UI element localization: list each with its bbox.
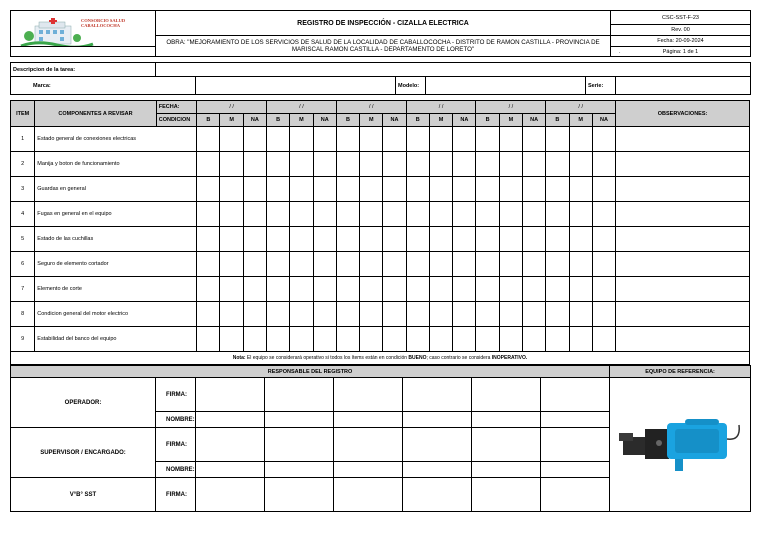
condition-na-header: NA bbox=[592, 114, 615, 127]
condition-checkbox[interactable] bbox=[476, 152, 499, 177]
condition-checkbox[interactable] bbox=[429, 152, 452, 177]
item-number: 5 bbox=[11, 227, 35, 252]
condition-checkbox[interactable] bbox=[523, 127, 546, 152]
condition-checkbox[interactable] bbox=[220, 152, 243, 177]
observation-field[interactable] bbox=[616, 227, 750, 252]
nombre-field[interactable] bbox=[403, 412, 472, 428]
condition-checkbox[interactable] bbox=[360, 177, 383, 202]
inspection-sheet bbox=[10, 10, 750, 512]
condition-checkbox[interactable] bbox=[290, 302, 313, 327]
condition-checkbox[interactable] bbox=[220, 302, 243, 327]
note-inoperativo: INOPERATIVO. bbox=[491, 355, 528, 361]
condition-checkbox[interactable] bbox=[220, 202, 243, 227]
observation-field[interactable] bbox=[616, 202, 750, 227]
condition-checkbox[interactable] bbox=[313, 202, 336, 227]
item-label: Estabilidad del banco del equipo bbox=[35, 327, 197, 352]
condition-checkbox[interactable] bbox=[313, 252, 336, 277]
condition-b-header: B bbox=[546, 114, 569, 127]
condition-checkbox[interactable] bbox=[476, 202, 499, 227]
nombre-label: NOMBRE: bbox=[156, 412, 196, 428]
condition-checkbox[interactable] bbox=[336, 177, 359, 202]
condition-checkbox[interactable] bbox=[336, 127, 359, 152]
condition-checkbox[interactable] bbox=[476, 127, 499, 152]
item-number: 6 bbox=[11, 252, 35, 277]
condition-checkbox[interactable] bbox=[243, 202, 266, 227]
firma-field[interactable] bbox=[265, 428, 334, 462]
condition-checkbox[interactable] bbox=[290, 127, 313, 152]
condition-checkbox[interactable] bbox=[476, 327, 499, 352]
condition-checkbox[interactable] bbox=[406, 252, 429, 277]
condition-checkbox[interactable] bbox=[360, 277, 383, 302]
condition-checkbox[interactable] bbox=[592, 152, 615, 177]
firma-field[interactable] bbox=[334, 478, 403, 512]
page-dot: . bbox=[619, 48, 621, 55]
role-operador: OPERADOR: bbox=[11, 378, 156, 428]
col-condicion-header: CONDICION bbox=[156, 114, 196, 127]
condition-checkbox[interactable] bbox=[453, 152, 476, 177]
condition-checkbox[interactable] bbox=[546, 202, 569, 227]
role-supervisor: SUPERVISOR / ENCARGADO: bbox=[11, 428, 156, 478]
condition-checkbox[interactable] bbox=[546, 327, 569, 352]
condition-checkbox[interactable] bbox=[523, 277, 546, 302]
condition-checkbox[interactable] bbox=[313, 302, 336, 327]
firma-field[interactable] bbox=[403, 428, 472, 462]
firma-field[interactable] bbox=[472, 428, 541, 462]
firma-field[interactable] bbox=[265, 478, 334, 512]
electric-shear-icon bbox=[615, 409, 745, 479]
condition-checkbox[interactable] bbox=[360, 152, 383, 177]
condition-checkbox[interactable] bbox=[523, 202, 546, 227]
condition-checkbox[interactable] bbox=[499, 327, 522, 352]
equipo-ref-header: EQUIPO DE REFERENCIA: bbox=[610, 366, 751, 378]
item-label: Elemento de corte bbox=[35, 277, 197, 302]
firma-field[interactable] bbox=[334, 428, 403, 462]
table-row bbox=[11, 127, 750, 152]
condition-checkbox[interactable] bbox=[290, 152, 313, 177]
condition-checkbox[interactable] bbox=[267, 302, 290, 327]
modelo-field[interactable] bbox=[426, 77, 586, 95]
condition-checkbox[interactable] bbox=[243, 127, 266, 152]
condition-checkbox[interactable] bbox=[360, 227, 383, 252]
nombre-field[interactable] bbox=[196, 412, 265, 428]
observation-field[interactable] bbox=[616, 252, 750, 277]
nombre-field[interactable] bbox=[334, 412, 403, 428]
task-info-table bbox=[10, 62, 751, 95]
condition-checkbox[interactable] bbox=[336, 277, 359, 302]
form-page bbox=[611, 47, 751, 57]
condition-checkbox[interactable] bbox=[267, 327, 290, 352]
condition-checkbox[interactable] bbox=[267, 152, 290, 177]
form-title: REGISTRO DE INSPECCIÓN - CIZALLA ELECTRICA bbox=[156, 11, 611, 36]
firma-field[interactable] bbox=[472, 478, 541, 512]
condition-checkbox[interactable] bbox=[313, 327, 336, 352]
condition-checkbox[interactable] bbox=[406, 152, 429, 177]
condition-checkbox[interactable] bbox=[243, 277, 266, 302]
date-slot-4[interactable]: / / bbox=[406, 101, 476, 114]
table-row bbox=[11, 302, 750, 327]
condition-checkbox[interactable] bbox=[290, 277, 313, 302]
form-code: CSC-SST-F-23 bbox=[611, 11, 751, 25]
condition-b-header: B bbox=[336, 114, 359, 127]
condition-checkbox[interactable] bbox=[290, 327, 313, 352]
condition-checkbox[interactable] bbox=[406, 177, 429, 202]
table-row bbox=[11, 327, 750, 352]
condition-checkbox[interactable] bbox=[267, 227, 290, 252]
condition-checkbox[interactable] bbox=[453, 302, 476, 327]
condition-checkbox[interactable] bbox=[476, 227, 499, 252]
nombre-field[interactable] bbox=[265, 462, 334, 478]
condition-checkbox[interactable] bbox=[523, 177, 546, 202]
item-number: 1 bbox=[11, 127, 35, 152]
item-label: Fugas en general en el equipo bbox=[35, 202, 197, 227]
signature-table bbox=[10, 365, 751, 512]
firma-field[interactable] bbox=[196, 428, 265, 462]
condition-checkbox[interactable] bbox=[429, 277, 452, 302]
condition-checkbox[interactable] bbox=[383, 202, 406, 227]
item-number: 2 bbox=[11, 152, 35, 177]
firma-field[interactable] bbox=[472, 378, 541, 412]
note-row bbox=[11, 352, 750, 365]
condition-na-header: NA bbox=[243, 114, 266, 127]
condition-checkbox[interactable] bbox=[290, 177, 313, 202]
modelo-label: Modelo: bbox=[396, 77, 426, 95]
condition-checkbox[interactable] bbox=[336, 327, 359, 352]
date-slot-5[interactable]: / / bbox=[476, 101, 546, 114]
condition-checkbox[interactable] bbox=[453, 127, 476, 152]
condition-checkbox[interactable] bbox=[476, 252, 499, 277]
condition-checkbox[interactable] bbox=[546, 227, 569, 252]
condition-checkbox[interactable] bbox=[360, 127, 383, 152]
condition-checkbox[interactable] bbox=[592, 202, 615, 227]
condition-checkbox[interactable] bbox=[499, 302, 522, 327]
item-label: Estado de las cuchillas bbox=[35, 227, 197, 252]
condition-checkbox[interactable] bbox=[243, 177, 266, 202]
condition-checkbox[interactable] bbox=[523, 302, 546, 327]
condition-checkbox[interactable] bbox=[592, 302, 615, 327]
condition-checkbox[interactable] bbox=[429, 177, 452, 202]
role-vb: V°B° SST bbox=[11, 478, 156, 512]
condition-m-header: M bbox=[290, 114, 313, 127]
condition-checkbox[interactable] bbox=[336, 152, 359, 177]
date-slot-6[interactable]: / / bbox=[546, 101, 616, 114]
condition-checkbox[interactable] bbox=[569, 177, 592, 202]
condition-checkbox[interactable] bbox=[523, 227, 546, 252]
condition-checkbox[interactable] bbox=[569, 202, 592, 227]
nombre-field[interactable] bbox=[541, 412, 610, 428]
condition-checkbox[interactable] bbox=[523, 252, 546, 277]
condition-checkbox[interactable] bbox=[569, 227, 592, 252]
condition-checkbox[interactable] bbox=[499, 152, 522, 177]
desc-label: Descripcion de la tarea: bbox=[11, 63, 156, 77]
condition-na-header: NA bbox=[453, 114, 476, 127]
note-bueno: BUENO bbox=[408, 355, 427, 361]
condition-checkbox[interactable] bbox=[220, 327, 243, 352]
condition-checkbox[interactable] bbox=[290, 227, 313, 252]
condition-na-header: NA bbox=[313, 114, 336, 127]
condition-checkbox[interactable] bbox=[243, 152, 266, 177]
condition-checkbox[interactable] bbox=[336, 252, 359, 277]
condition-checkbox[interactable] bbox=[360, 302, 383, 327]
note-prefix: Nota: bbox=[232, 355, 246, 361]
condition-m-header: M bbox=[220, 114, 243, 127]
col-observaciones-header: OBSERVACIONES: bbox=[616, 101, 750, 127]
condition-checkbox[interactable] bbox=[220, 277, 243, 302]
condition-checkbox[interactable] bbox=[546, 152, 569, 177]
condition-checkbox[interactable] bbox=[592, 227, 615, 252]
condition-checkbox[interactable] bbox=[429, 302, 452, 327]
nombre-field[interactable] bbox=[472, 412, 541, 428]
condition-checkbox[interactable] bbox=[429, 127, 452, 152]
nombre-field[interactable] bbox=[334, 462, 403, 478]
company-logo bbox=[11, 11, 156, 47]
condition-checkbox[interactable] bbox=[453, 252, 476, 277]
condition-checkbox[interactable] bbox=[499, 277, 522, 302]
item-label: Manija y boton de funcionamiento bbox=[35, 152, 197, 177]
condition-checkbox[interactable] bbox=[453, 202, 476, 227]
condition-checkbox[interactable] bbox=[406, 227, 429, 252]
condition-checkbox[interactable] bbox=[476, 302, 499, 327]
item-label: Guardas en general bbox=[35, 177, 197, 202]
col-componentes-header: COMPONENTES A REVISAR bbox=[35, 101, 156, 127]
form-revision: Rev. 00 bbox=[611, 25, 751, 36]
condition-checkbox[interactable] bbox=[197, 302, 220, 327]
condition-checkbox[interactable] bbox=[313, 177, 336, 202]
condition-checkbox[interactable] bbox=[336, 227, 359, 252]
equipment-image bbox=[610, 378, 751, 512]
item-number: 8 bbox=[11, 302, 35, 327]
firma-field[interactable] bbox=[541, 378, 610, 412]
condition-checkbox[interactable] bbox=[220, 227, 243, 252]
condition-checkbox[interactable] bbox=[313, 152, 336, 177]
condition-checkbox[interactable] bbox=[523, 327, 546, 352]
condition-b-header: B bbox=[476, 114, 499, 127]
marca-label: Marca: bbox=[11, 77, 196, 95]
condition-checkbox[interactable] bbox=[406, 277, 429, 302]
form-date: Fecha: 20-09-2024 bbox=[611, 36, 751, 47]
condition-checkbox[interactable] bbox=[197, 202, 220, 227]
condition-checkbox[interactable] bbox=[592, 277, 615, 302]
condition-checkbox[interactable] bbox=[546, 177, 569, 202]
condition-checkbox[interactable] bbox=[429, 252, 452, 277]
item-label: Condicion general del motor electrico bbox=[35, 302, 197, 327]
table-row bbox=[11, 277, 750, 302]
observation-field[interactable] bbox=[616, 152, 750, 177]
condition-checkbox[interactable] bbox=[569, 152, 592, 177]
condition-checkbox[interactable] bbox=[197, 277, 220, 302]
condition-checkbox[interactable] bbox=[197, 227, 220, 252]
observation-field[interactable] bbox=[616, 177, 750, 202]
firma-field[interactable] bbox=[196, 378, 265, 412]
condition-checkbox[interactable] bbox=[406, 302, 429, 327]
condition-m-header: M bbox=[360, 114, 383, 127]
firma-label: FIRMA: bbox=[156, 428, 196, 462]
condition-checkbox[interactable] bbox=[546, 252, 569, 277]
condition-checkbox[interactable] bbox=[243, 302, 266, 327]
condition-checkbox[interactable] bbox=[290, 252, 313, 277]
condition-checkbox[interactable] bbox=[569, 327, 592, 352]
condition-checkbox[interactable] bbox=[383, 152, 406, 177]
condition-checkbox[interactable] bbox=[499, 227, 522, 252]
condition-checkbox[interactable] bbox=[383, 252, 406, 277]
condition-checkbox[interactable] bbox=[499, 177, 522, 202]
firma-field[interactable] bbox=[541, 478, 610, 512]
nombre-field[interactable] bbox=[265, 412, 334, 428]
marca-field[interactable] bbox=[196, 77, 396, 95]
condition-checkbox[interactable] bbox=[569, 302, 592, 327]
observation-field[interactable] bbox=[616, 127, 750, 152]
condition-checkbox[interactable] bbox=[383, 277, 406, 302]
nombre-field[interactable] bbox=[196, 462, 265, 478]
header-table bbox=[10, 10, 751, 57]
note-text-1: El equipo se considerará operativo si todos los ítems están en condición bbox=[245, 355, 409, 361]
condition-checkbox[interactable] bbox=[476, 177, 499, 202]
condition-na-header: NA bbox=[383, 114, 406, 127]
item-label: Seguro de elemento cortador bbox=[35, 252, 197, 277]
table-row bbox=[11, 177, 750, 202]
condition-checkbox[interactable] bbox=[499, 252, 522, 277]
col-item-header: ITEM bbox=[11, 101, 35, 127]
condition-b-header: B bbox=[197, 114, 220, 127]
condition-b-header: B bbox=[267, 114, 290, 127]
item-number: 3 bbox=[11, 177, 35, 202]
condition-checkbox[interactable] bbox=[383, 177, 406, 202]
condition-checkbox[interactable] bbox=[243, 252, 266, 277]
condition-checkbox[interactable] bbox=[383, 127, 406, 152]
condition-checkbox[interactable] bbox=[499, 127, 522, 152]
table-row bbox=[11, 252, 750, 277]
condition-checkbox[interactable] bbox=[267, 252, 290, 277]
condition-checkbox[interactable] bbox=[429, 227, 452, 252]
condition-checkbox[interactable] bbox=[406, 327, 429, 352]
condition-na-header: NA bbox=[523, 114, 546, 127]
condition-checkbox[interactable] bbox=[383, 227, 406, 252]
observation-field[interactable] bbox=[616, 327, 750, 352]
item-number: 4 bbox=[11, 202, 35, 227]
condition-checkbox[interactable] bbox=[313, 227, 336, 252]
condition-checkbox[interactable] bbox=[197, 127, 220, 152]
condition-checkbox[interactable] bbox=[360, 252, 383, 277]
condition-checkbox[interactable] bbox=[336, 202, 359, 227]
note-text-2: ; caso contrario se considera bbox=[426, 355, 492, 361]
condition-b-header: B bbox=[406, 114, 429, 127]
nombre-field[interactable] bbox=[541, 462, 610, 478]
condition-checkbox[interactable] bbox=[453, 277, 476, 302]
condition-checkbox[interactable] bbox=[243, 227, 266, 252]
responsable-header: RESPONSABLE DEL REGISTRO bbox=[11, 366, 610, 378]
condition-m-header: M bbox=[569, 114, 592, 127]
condition-checkbox[interactable] bbox=[383, 327, 406, 352]
condition-checkbox[interactable] bbox=[197, 177, 220, 202]
condition-checkbox[interactable] bbox=[220, 252, 243, 277]
condition-checkbox[interactable] bbox=[360, 202, 383, 227]
condition-checkbox[interactable] bbox=[453, 177, 476, 202]
nombre-field[interactable] bbox=[403, 462, 472, 478]
page-label: Página: 1 de 1 bbox=[662, 48, 699, 55]
condition-checkbox[interactable] bbox=[267, 202, 290, 227]
condition-checkbox[interactable] bbox=[592, 252, 615, 277]
firma-field[interactable] bbox=[265, 378, 334, 412]
condition-checkbox[interactable] bbox=[197, 152, 220, 177]
table-row bbox=[11, 227, 750, 252]
condition-checkbox[interactable] bbox=[569, 252, 592, 277]
condition-checkbox[interactable] bbox=[243, 327, 266, 352]
date-slot-1[interactable]: / / bbox=[197, 101, 267, 114]
condition-checkbox[interactable] bbox=[429, 202, 452, 227]
condition-checkbox[interactable] bbox=[383, 302, 406, 327]
condition-checkbox[interactable] bbox=[592, 127, 615, 152]
condition-checkbox[interactable] bbox=[267, 277, 290, 302]
firma-label: FIRMA: bbox=[156, 378, 196, 412]
date-slot-3[interactable]: / / bbox=[336, 101, 406, 114]
condition-m-header: M bbox=[499, 114, 522, 127]
condition-checkbox[interactable] bbox=[592, 327, 615, 352]
serie-label: Serie: bbox=[586, 77, 616, 95]
condition-checkbox[interactable] bbox=[476, 277, 499, 302]
condition-checkbox[interactable] bbox=[267, 177, 290, 202]
item-number: 9 bbox=[11, 327, 35, 352]
table-row bbox=[11, 152, 750, 177]
firma-field[interactable] bbox=[541, 428, 610, 462]
firma-field[interactable] bbox=[334, 378, 403, 412]
condition-checkbox[interactable] bbox=[406, 127, 429, 152]
condition-checkbox[interactable] bbox=[569, 127, 592, 152]
condition-checkbox[interactable] bbox=[546, 127, 569, 152]
firma-field[interactable] bbox=[403, 478, 472, 512]
date-slot-2[interactable]: / / bbox=[267, 101, 337, 114]
condition-checkbox[interactable] bbox=[313, 277, 336, 302]
item-number: 7 bbox=[11, 277, 35, 302]
condition-checkbox[interactable] bbox=[453, 227, 476, 252]
table-row bbox=[11, 202, 750, 227]
condition-m-header: M bbox=[429, 114, 452, 127]
firma-field[interactable] bbox=[403, 378, 472, 412]
obra-description: OBRA: "MEJORAMIENTO DE LOS SERVICIOS DE SALUD DE LA LOCALIDAD DE CABALLOCOCHA - DISTRITO DE RAMON CASTILLA - PROVINCIA DE MARISCAL RAMON CASTILLA - DEPARTAMENTO DE LORETO" bbox=[156, 36, 611, 57]
col-fecha-header: FECHA: bbox=[156, 101, 196, 114]
condition-checkbox[interactable] bbox=[592, 177, 615, 202]
condition-checkbox[interactable] bbox=[336, 302, 359, 327]
condition-checkbox[interactable] bbox=[546, 277, 569, 302]
condition-checkbox[interactable] bbox=[197, 327, 220, 352]
observation-field[interactable] bbox=[616, 302, 750, 327]
condition-checkbox[interactable] bbox=[453, 327, 476, 352]
firma-label: FIRMA: bbox=[156, 478, 196, 512]
condition-checkbox[interactable] bbox=[523, 152, 546, 177]
desc-field[interactable] bbox=[156, 63, 751, 77]
condition-checkbox[interactable] bbox=[546, 302, 569, 327]
condition-checkbox[interactable] bbox=[290, 202, 313, 227]
condition-checkbox[interactable] bbox=[360, 327, 383, 352]
serie-field[interactable] bbox=[616, 77, 751, 95]
inspection-grid bbox=[10, 100, 750, 365]
item-label: Estado general de conexiones electricas bbox=[35, 127, 197, 152]
condition-checkbox[interactable] bbox=[220, 127, 243, 152]
nombre-field[interactable] bbox=[472, 462, 541, 478]
condition-checkbox[interactable] bbox=[197, 252, 220, 277]
logo-text: CONSORCIO SALUD CABALLOCOCHA bbox=[81, 18, 126, 28]
firma-field[interactable] bbox=[196, 478, 265, 512]
condition-checkbox[interactable] bbox=[569, 277, 592, 302]
condition-checkbox[interactable] bbox=[406, 202, 429, 227]
observation-field[interactable] bbox=[616, 277, 750, 302]
condition-checkbox[interactable] bbox=[313, 127, 336, 152]
condition-checkbox[interactable] bbox=[267, 127, 290, 152]
condition-checkbox[interactable] bbox=[429, 327, 452, 352]
nombre-label: NOMBRE: bbox=[156, 462, 196, 478]
condition-checkbox[interactable] bbox=[499, 202, 522, 227]
condition-checkbox[interactable] bbox=[220, 177, 243, 202]
